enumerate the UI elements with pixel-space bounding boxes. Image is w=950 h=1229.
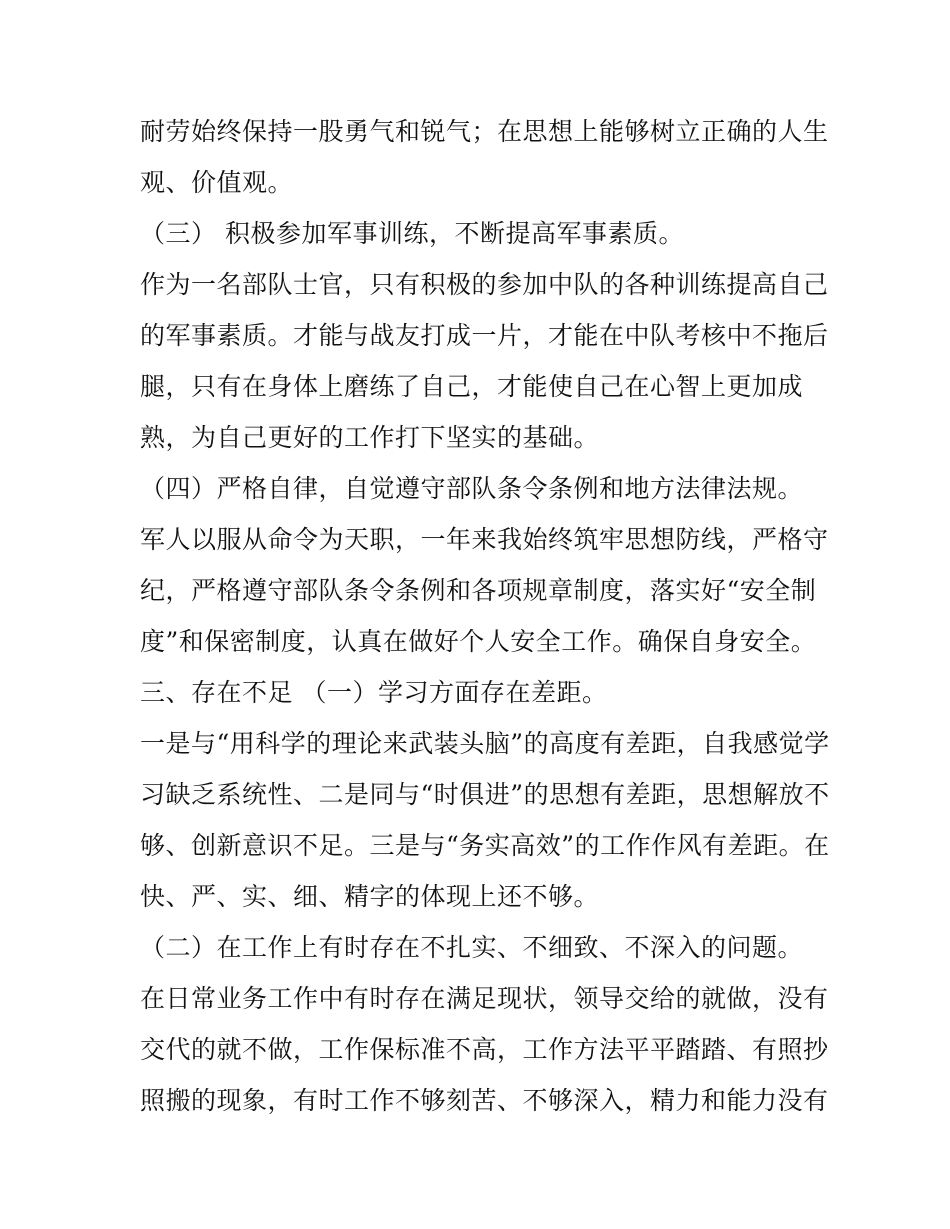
- text-line: 作为一名部队士官，只有积极的参加中队的各种训练提高自己: [140, 270, 829, 299]
- text-line: 照搬的现象，有时工作不够刻苦、不够深入，精力和能力没有: [140, 1086, 829, 1115]
- text-line: 军人以服从命令为天职，一年来我始终筑牢思想防线，严格守: [140, 525, 829, 554]
- text-line: 在日常业务工作中有时存在满足现状，领导交给的就做，没有: [140, 984, 829, 1013]
- section-heading: （四）严格自律，自觉遵守部队条令条例和地方法律法规。: [140, 474, 804, 503]
- text-line: 快、严、实、细、精字的体现上还不够。: [140, 882, 600, 911]
- text-line: 腿，只有在身体上磨练了自己，才能使自己在心智上更加成: [140, 372, 804, 401]
- text-line: 够、创新意识不足。三是与“务实高效”的工作作风有差距。在: [140, 831, 830, 860]
- text-line: 耐劳始终保持一股勇气和锐气；在思想上能够树立正确的人生: [140, 117, 829, 146]
- text-line: 交代的就不做，工作保标准不高，工作方法平平踏踏、有照抄: [140, 1035, 829, 1064]
- text-line: 习缺乏系统性、二是同与“时俱进”的思想有差距，思想解放不: [140, 780, 830, 809]
- section-heading: （二）在工作上有时存在不扎实、不细致、不深入的问题。: [140, 933, 804, 962]
- section-heading: （三） 积极参加军事训练，不断提高军事素质。: [140, 219, 684, 248]
- text-line: 度”和保密制度，认真在做好个人安全工作。确保自身安全。: [140, 627, 817, 656]
- text-line: 一是与“用科学的理论来武装头脑”的高度有差距，自我感觉学: [140, 729, 830, 758]
- text-line: 的军事素质。才能与战友打成一片，才能在中队考核中不拖后: [140, 321, 829, 350]
- text-line: 纪，严格遵守部队条令条例和各项规章制度，落实好“安全制: [140, 576, 817, 605]
- text-line: 熟，为自己更好的工作打下坚实的基础。: [140, 423, 600, 452]
- text-line: 观、价值观。: [140, 168, 294, 197]
- section-heading: 三、存在不足 （一）学习方面存在差距。: [140, 678, 608, 707]
- document-body: [140, 106, 830, 1126]
